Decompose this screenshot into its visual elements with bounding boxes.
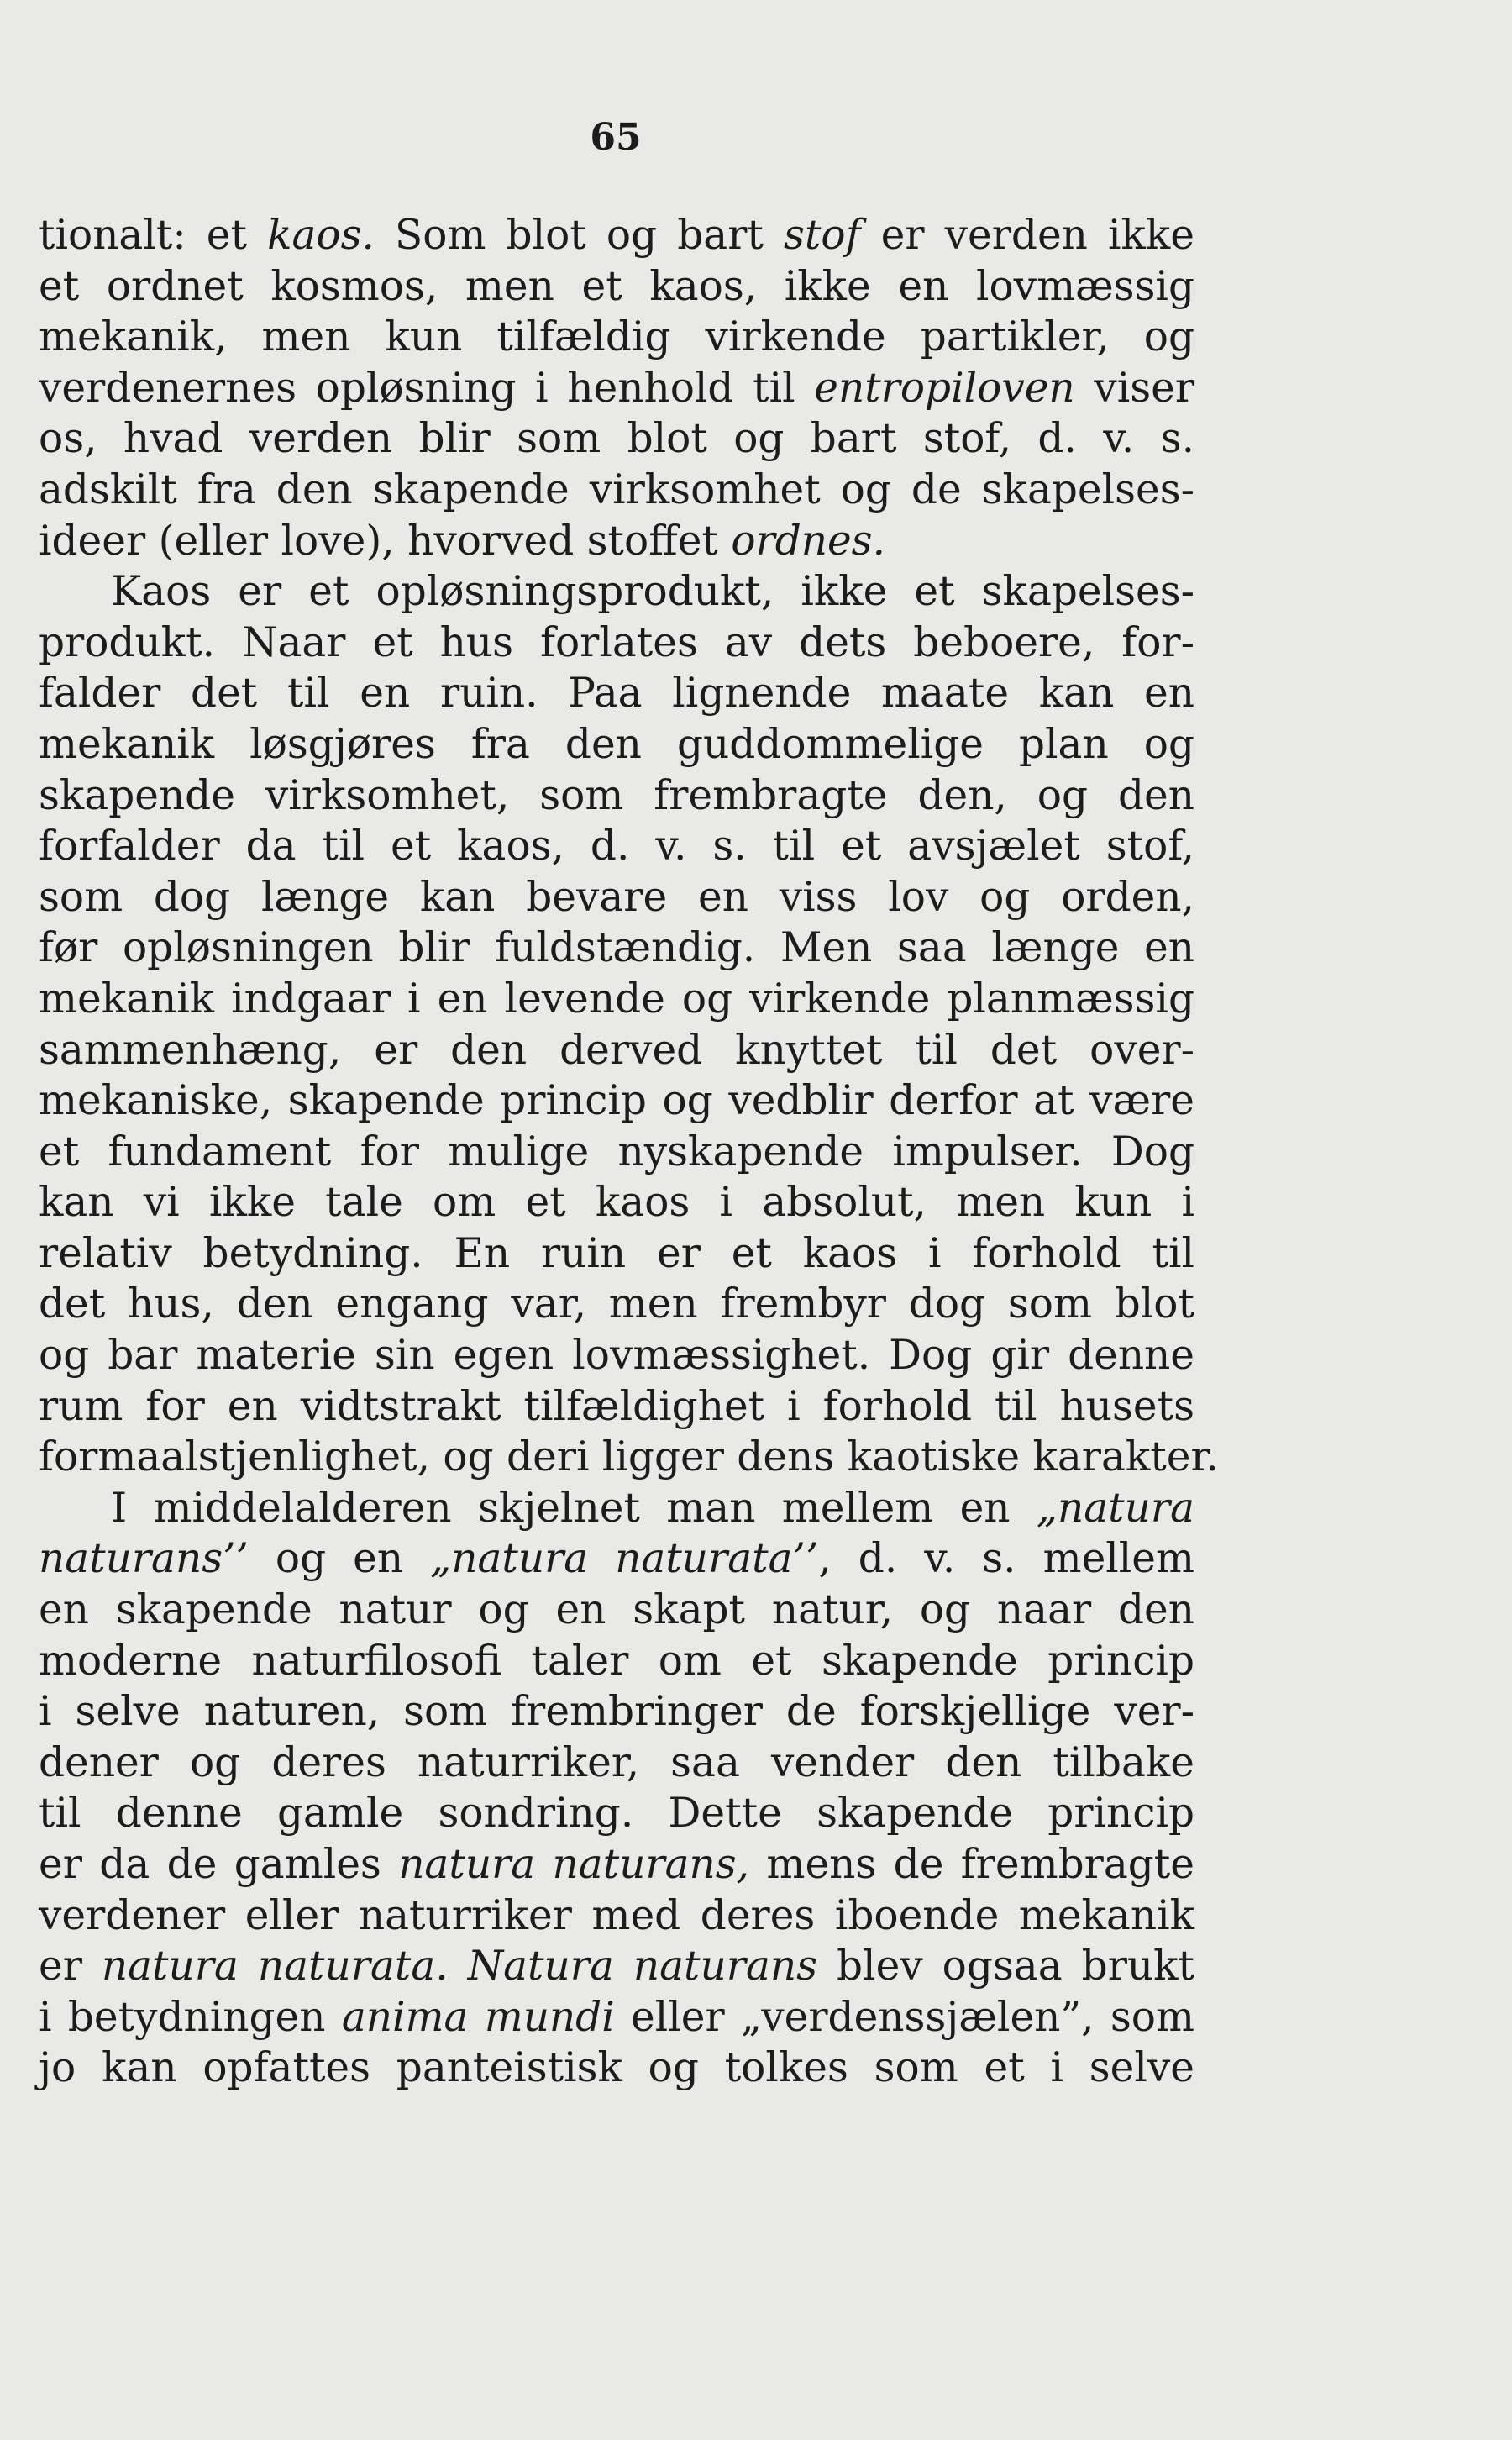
text-segment: skapende virksomhet, som frembragte den, og den <box>39 771 1194 819</box>
italic-text: natura naturans, <box>398 1841 750 1888</box>
text-line <box>39 1228 1194 1280</box>
text-segment: eller „verdenssjælen”, som <box>614 1993 1194 2041</box>
text-line <box>39 1533 1194 1585</box>
text-segment: mekanik, men kun tilfældig virkende partikler, og <box>39 313 1194 361</box>
text-segment: Som blot og bart <box>374 212 784 259</box>
text-segment: som dog længe kan bevare en viss lov og orden, <box>39 873 1194 921</box>
text-line <box>39 668 1194 719</box>
text-segment: mekanik løsgjøres fra den guddommelige plan og <box>39 720 1194 768</box>
text-segment: et ordnet kosmos, men et kaos, ikke en lovmæssig <box>39 262 1194 310</box>
text-line <box>39 974 1194 1025</box>
body-text <box>39 210 1219 2094</box>
text-line <box>39 618 1194 669</box>
text-segment: dener og deres naturriker, saa vender den tilbake <box>39 1738 1194 1786</box>
text-line <box>39 923 1194 974</box>
text-line <box>39 1279 1194 1330</box>
text-line <box>39 1075 1194 1127</box>
text-segment: mekanik indgaar i en levende og virkende planmæssig <box>39 975 1194 1023</box>
text-line <box>39 719 1194 770</box>
text-segment: kan vi ikke tale om et kaos i absolut, men kun i <box>39 1179 1194 1227</box>
page-number: 65 <box>590 116 642 159</box>
italic-text: kaos. <box>267 212 375 259</box>
text-line <box>39 1890 1194 1942</box>
text-line <box>39 1432 1219 1483</box>
text-segment: verdenernes opløsning i henhold til <box>39 364 815 412</box>
text-segment: viser <box>1074 364 1194 412</box>
text-segment: , d. v. s. mellem <box>818 1535 1194 1583</box>
text-segment: formaalstjenlighet, og deri ligger dens kaotiske karakter. <box>39 1433 1219 1481</box>
text-line <box>39 363 1194 414</box>
text-segment: blev ogsaa brukt <box>817 1943 1194 1990</box>
text-line <box>39 1636 1194 1687</box>
text-segment: til denne gamle sondring. Dette skapende princip <box>39 1790 1194 1838</box>
text-segment: er <box>39 1943 102 1990</box>
text-line <box>39 1177 1194 1228</box>
text-segment: falder det til en ruin. Paa lignende maate kan en <box>39 670 1194 718</box>
text-segment: tionalt: et <box>39 212 268 259</box>
text-segment: moderne naturfilosofi taler om et skapende princip <box>39 1637 1194 1685</box>
italic-text: ordnes. <box>731 517 885 565</box>
text-line <box>39 1738 1194 1789</box>
text-segment: jo kan opfattes panteistisk og tolkes som et i selve <box>39 2044 1194 2092</box>
text-segment: produkt. Naar et hus forlates av dets beboere, for- <box>39 618 1194 666</box>
text-segment: I middelalderen skjelnet man mellem en <box>111 1484 1037 1532</box>
text-segment: et fundament for mulige nyskapende impulser. Dog <box>39 1128 1194 1175</box>
text-line <box>39 1330 1194 1381</box>
italic-text: naturans’’ <box>39 1535 249 1583</box>
text-segment: verdener eller naturriker med deres iboende mekanik <box>39 1891 1194 1939</box>
text-segment: mekaniske, skapende princip og vedblir derfor at være <box>39 1077 1194 1125</box>
text-line <box>39 1788 1194 1839</box>
text-segment: sammenhæng, er den derved knyttet til det over- <box>39 1026 1194 1074</box>
italic-text: anima mundi <box>341 1993 615 2041</box>
text-segment: os, hvad verden blir som blot og bart stof, d. v. s. <box>39 415 1194 463</box>
text-line <box>39 2043 1194 2094</box>
text-line <box>39 1686 1194 1738</box>
text-segment: i betydningen <box>39 1993 342 2041</box>
text-line <box>39 1941 1194 1992</box>
text-line <box>39 1025 1194 1076</box>
text-line <box>39 1992 1194 2043</box>
italic-text: stof <box>784 212 861 259</box>
text-segment: Kaos er et opløsningsprodukt, ikke et skapelses- <box>111 568 1194 616</box>
text-line <box>39 413 1194 465</box>
italic-text: entropiloven <box>814 364 1075 412</box>
text-segment: og bar materie sin egen lovmæssighet. Dog gir denne <box>39 1332 1194 1380</box>
text-line <box>39 1483 1194 1534</box>
text-line <box>39 1127 1194 1178</box>
text-line <box>39 1381 1194 1433</box>
text-line <box>39 465 1194 516</box>
text-line <box>39 261 1194 313</box>
text-line <box>39 210 1194 261</box>
italic-text: natura naturata. Natura naturans <box>101 1943 817 1990</box>
text-segment: rum for en vidtstrakt tilfældighet i forhold til husets <box>39 1382 1194 1430</box>
italic-text: „natura <box>1036 1484 1194 1532</box>
text-line <box>39 516 1194 567</box>
text-segment: er verden ikke <box>860 212 1194 259</box>
text-line <box>39 821 1194 872</box>
text-segment: i selve naturen, som frembringer de forskjellige ver- <box>39 1688 1194 1736</box>
text-segment: ideer (eller love), hvorved stoffet <box>39 517 732 565</box>
text-segment: mens de frembragte <box>749 1841 1195 1888</box>
text-line <box>39 312 1194 363</box>
italic-text: „natura naturata’’ <box>430 1535 819 1583</box>
text-segment: er da de gamles <box>39 1841 399 1888</box>
text-line <box>39 872 1194 923</box>
text-segment: en skapende natur og en skapt natur, og naar den <box>39 1586 1194 1634</box>
text-line <box>39 770 1194 822</box>
text-segment: før opløsningen blir fuldstændig. Men saa længe en <box>39 924 1194 972</box>
text-segment: forfalder da til et kaos, d. v. s. til et avsjælet stof, <box>39 823 1194 870</box>
text-segment: relativ betydning. En ruin er et kaos i forhold til <box>39 1229 1194 1277</box>
text-line <box>39 1585 1194 1636</box>
text-segment: og en <box>248 1535 431 1583</box>
text-line <box>39 1839 1194 1890</box>
text-segment: det hus, den engang var, men frembyr dog som blot <box>39 1280 1194 1328</box>
text-segment: adskilt fra den skapende virksomhet og de skapelses- <box>39 465 1194 513</box>
text-line <box>39 566 1194 618</box>
